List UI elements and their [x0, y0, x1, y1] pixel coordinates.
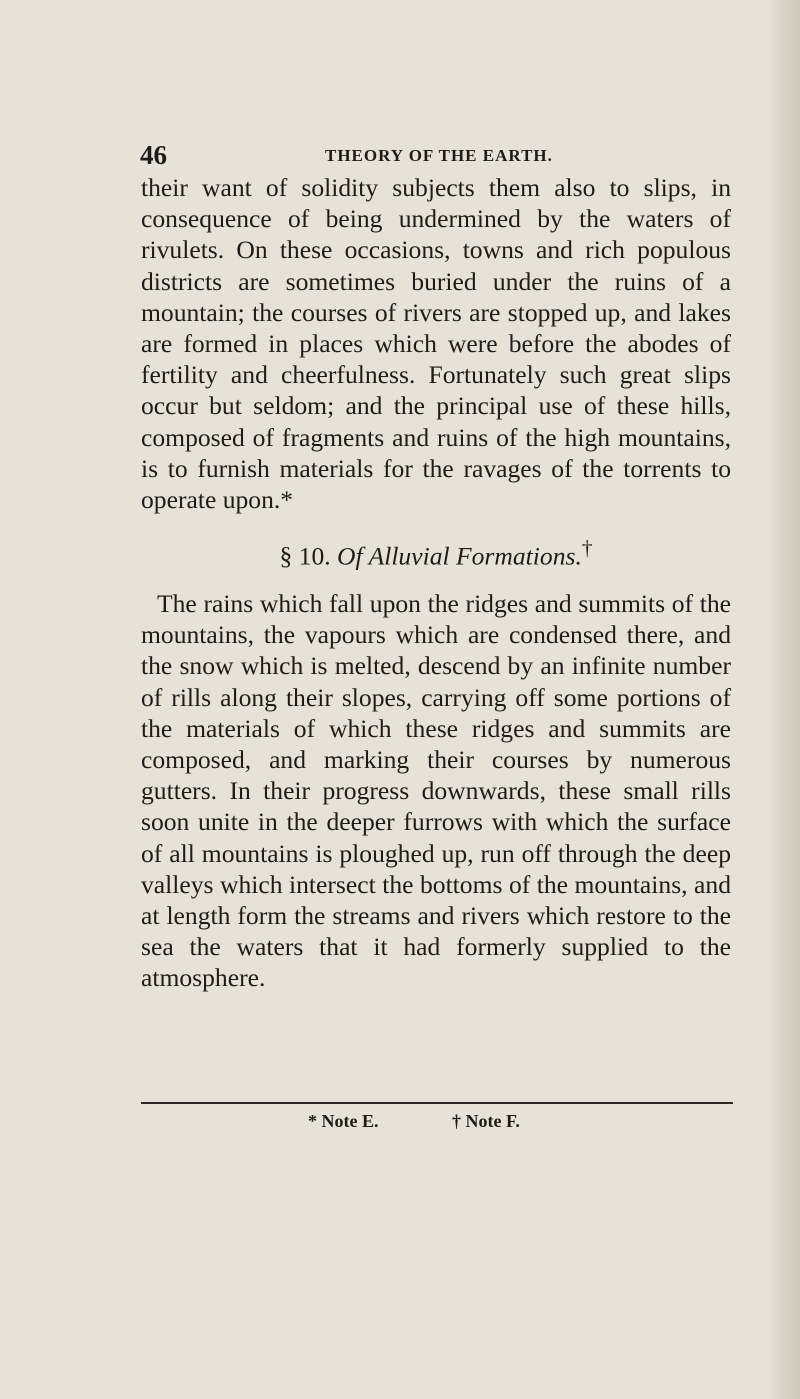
- paragraph-2: The rains which fall upon the ridges and summits of the mountains, the vapours which are condensed there, and the snow which is melted, descend by an infinite number of rills along their slopes, carrying off some portions of the materials of which these ridges and summits are composed, and marking their courses by numerous gutters. In their progress downwards, these small rills soon unite in the deeper furrows with which the surface of all mountains is ploughed up, run off through the deep valleys which intersect the bottoms of the mountains, and at length form the streams and rivers which restore to the sea the waters that it had formerly supplied to the atmosphere.: [141, 588, 731, 993]
- paragraph-1: their want of solidity subjects them also to slips, in consequence of being undermined by the waters of rivulets. On these occasions, towns and rich populous districts are sometimes buried under the ruins of a mountain; the courses of rivers are stopped up, and lakes are formed in places which were before the abodes of fertility and cheerfulness. Fortunately such great slips occur but seldom; and the principal use of these hills, composed of fragments and ruins of the high mountains, is to furnish materials for the ravages of the torrents to operate upon.*: [141, 173, 731, 515]
- page-edge-shadow: [766, 0, 800, 1399]
- page-number: 46: [140, 140, 167, 170]
- section-heading: [141, 533, 731, 572]
- section-title: Of Alluvial Formations.: [337, 541, 582, 571]
- section-number: § 10.: [279, 541, 331, 571]
- footnote-e: * Note E.: [308, 1111, 379, 1131]
- footnote-f: † Note F.: [452, 1111, 520, 1131]
- section-footnote-mark: †: [581, 536, 593, 561]
- body-text: [141, 172, 731, 994]
- footnote-rule: [141, 1102, 733, 1104]
- running-head: THEORY OF THE EARTH.: [325, 146, 553, 165]
